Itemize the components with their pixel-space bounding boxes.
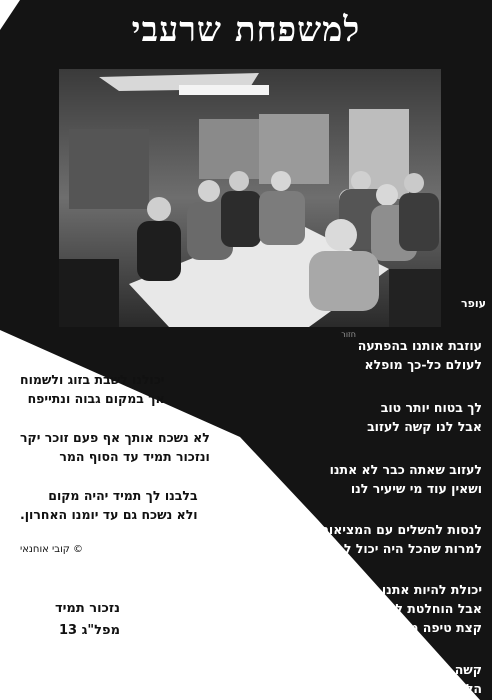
poem-line: ושאין עוד מי שיעיר לנו bbox=[350, 481, 482, 496]
poem-line: בלבנו לך תמיד יהיה מקום bbox=[48, 488, 198, 503]
poem-line: ונזכור תמיד עד הסוף המר bbox=[59, 449, 210, 464]
memorial-block bbox=[20, 598, 120, 642]
poem-line: לעולם כל-כך מופלא bbox=[364, 357, 482, 372]
poem-line: לא נשכח אותך אף פעם זוכר יקר bbox=[20, 430, 210, 445]
memorial-line-2: מפל"ג 13 bbox=[58, 623, 120, 638]
left-poem-stanza-1 bbox=[20, 370, 165, 408]
poem-line: למרות שהכל היה יכול להיות אחרת bbox=[280, 541, 482, 556]
left-poem-stanza-2 bbox=[20, 428, 210, 466]
left-poem-stanza-3 bbox=[20, 486, 198, 524]
poem-line: אבל הוחלטת להישאר למרות שהיה bbox=[281, 601, 482, 616]
poem-line: לך בטוח יותר טוב bbox=[380, 400, 482, 415]
memorial-line-1: נזכור תמיד bbox=[54, 601, 120, 616]
torn-heading: חזור bbox=[341, 330, 356, 339]
right-poem-stanza-6 bbox=[297, 660, 482, 698]
poem-line: קשה להתרגל מהריע למצב bbox=[326, 662, 482, 677]
poem-line: יכולת להיות אתנו בבית משוחרר bbox=[299, 582, 482, 597]
poem-line: יכולנו לשבת בזוג ולשמוח bbox=[20, 372, 165, 387]
group-photo bbox=[59, 69, 441, 327]
poem-line: לנסות להשלים עם המציאות הכואבת bbox=[270, 522, 482, 537]
poem-line: קצת טיפה מר bbox=[401, 620, 482, 635]
poem-line: עוזבת אותנו בהפתעה bbox=[357, 338, 482, 353]
right-poem-stanza-1 bbox=[358, 336, 482, 374]
poem-line: הלבן שאתה כבר לא אתנו עכשיו bbox=[297, 681, 482, 696]
poem-line: ולא נשכח גם עד יומנו האחרון. bbox=[20, 507, 198, 522]
right-poem-stanza-2 bbox=[367, 398, 482, 436]
author-signature: © קובי אוחנאי bbox=[20, 544, 84, 555]
poem-line: אך במקום גבוה ונתייפח bbox=[27, 391, 165, 406]
page-title: למשפחת שרעבי bbox=[131, 10, 361, 50]
right-poem-stanza-5 bbox=[281, 580, 482, 637]
right-poem-stanza-4 bbox=[271, 520, 482, 558]
photo-caption: עופר bbox=[461, 297, 486, 310]
right-poem-stanza-3 bbox=[330, 460, 482, 498]
poem-line: לעזוב שאתה כבר לא אתנו bbox=[329, 462, 482, 477]
poem-line: אבל לנו קשה לעזוב bbox=[367, 419, 482, 434]
